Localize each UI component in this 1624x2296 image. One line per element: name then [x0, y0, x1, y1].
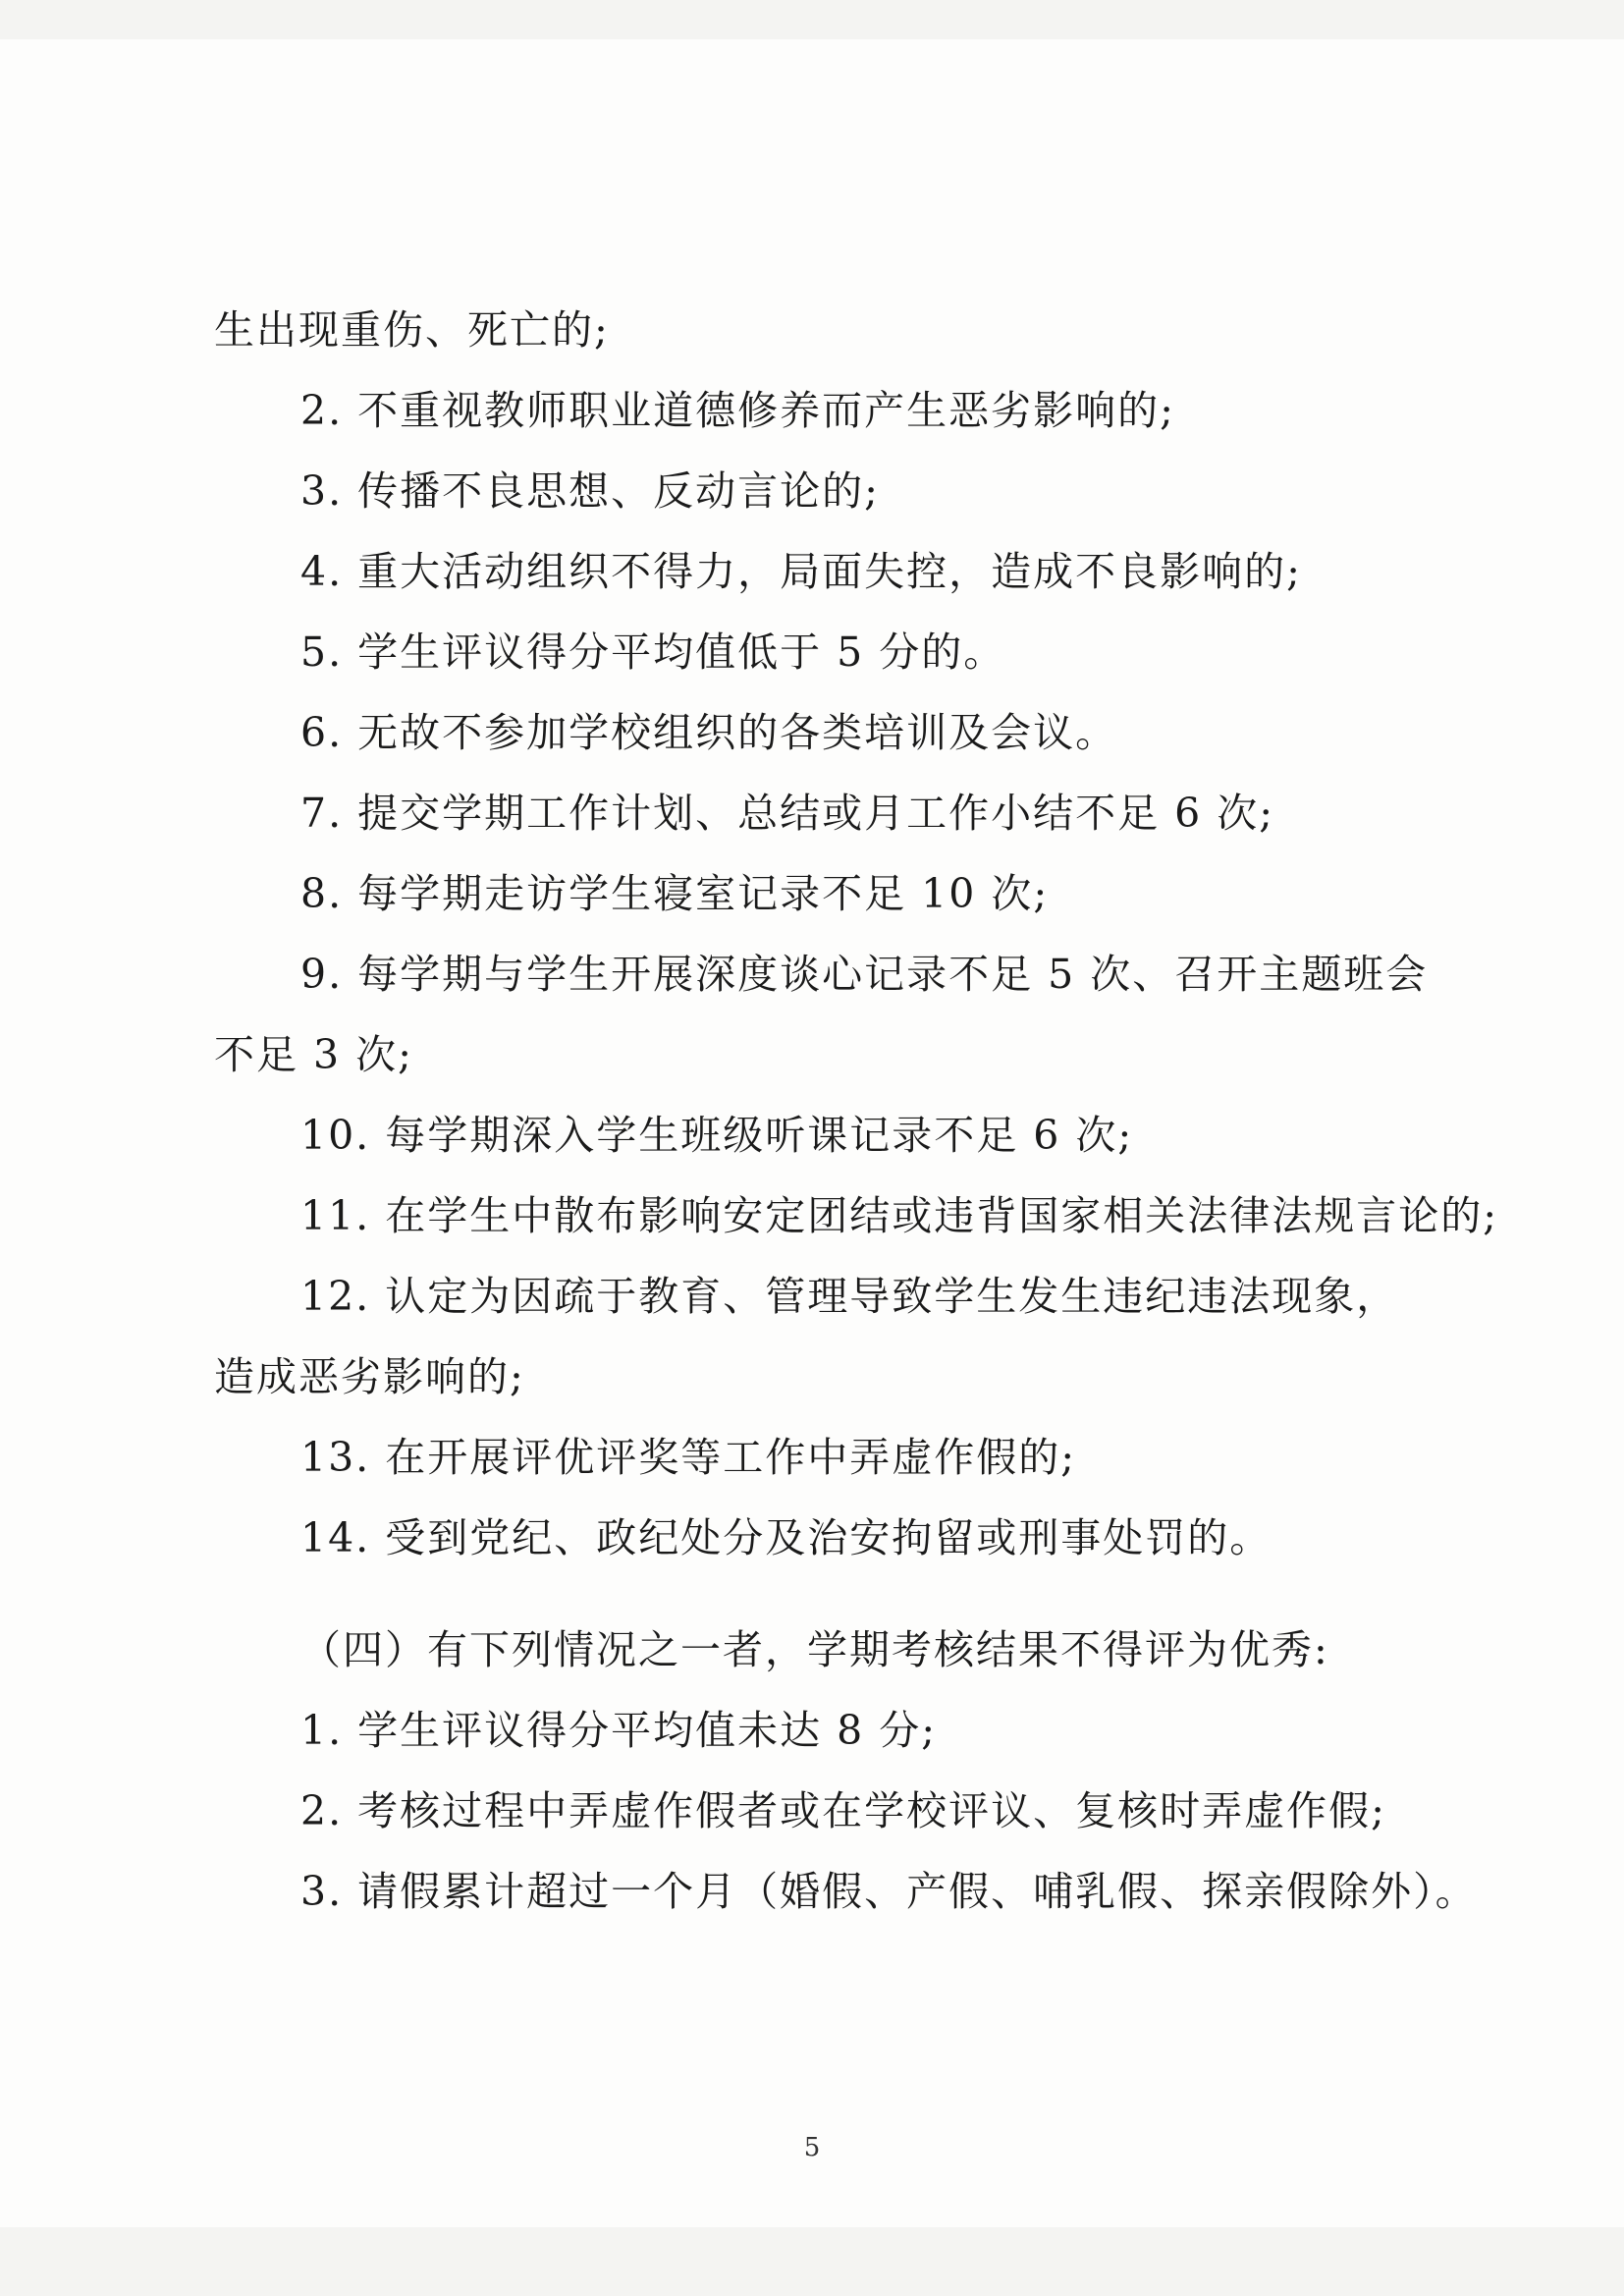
text-line: 11. 在学生中散布影响安定团结或违背国家相关法律法规言论的; — [300, 1192, 1499, 1239]
text-line: 3. 传播不良思想、反动言论的; — [300, 467, 880, 515]
section-heading: （四）有下列情况之一者，学期考核结果不得评为优秀: — [300, 1626, 1329, 1673]
text-line: 7. 提交学期工作计划、总结或月工作小结不足 6 次; — [300, 790, 1275, 837]
text-line: 2. 不重视教师职业道德修养而产生恶劣影响的; — [300, 387, 1175, 434]
text-line: 2. 考核过程中弄虚作假者或在学校评议、复核时弄虚作假; — [300, 1787, 1386, 1834]
text-line: 12. 认定为因疏于教育、管理导致学生发生违纪违法现象， — [300, 1273, 1399, 1320]
text-line: 10. 每学期深入学生班级听课记录不足 6 次; — [300, 1112, 1134, 1159]
text-line: 4. 重大活动组织不得力，局面失控，造成不良影响的; — [300, 548, 1302, 595]
text-line: 1. 学生评议得分平均值未达 8 分; — [300, 1707, 938, 1754]
text-line: 5. 学生评议得分平均值低于 5 分的。 — [300, 629, 1006, 676]
text-line: 造成恶劣影响的; — [214, 1353, 525, 1400]
scan-edge-bottom — [0, 2227, 1624, 2296]
text-line: 13. 在开展评优评奖等工作中弄虚作假的; — [300, 1434, 1077, 1481]
text-line: 不足 3 次; — [214, 1031, 413, 1078]
text-line: 6. 无故不参加学校组织的各类培训及会议。 — [300, 709, 1118, 756]
text-line: 3. 请假累计超过一个月（婚假、产假、哺乳假、探亲假除外）。 — [300, 1868, 1478, 1915]
text-line: 14. 受到党纪、政纪处分及治安拘留或刑事处罚的。 — [300, 1514, 1272, 1561]
text-line: 9. 每学期与学生开展深度谈心记录不足 5 次、召开主题班会 — [300, 951, 1429, 998]
text-line: 生出现重伤、死亡的; — [214, 306, 610, 354]
page-number: 5 — [803, 2133, 821, 2162]
scan-edge-top — [0, 0, 1624, 39]
text-line: 8. 每学期走访学生寝室记录不足 10 次; — [300, 870, 1050, 917]
